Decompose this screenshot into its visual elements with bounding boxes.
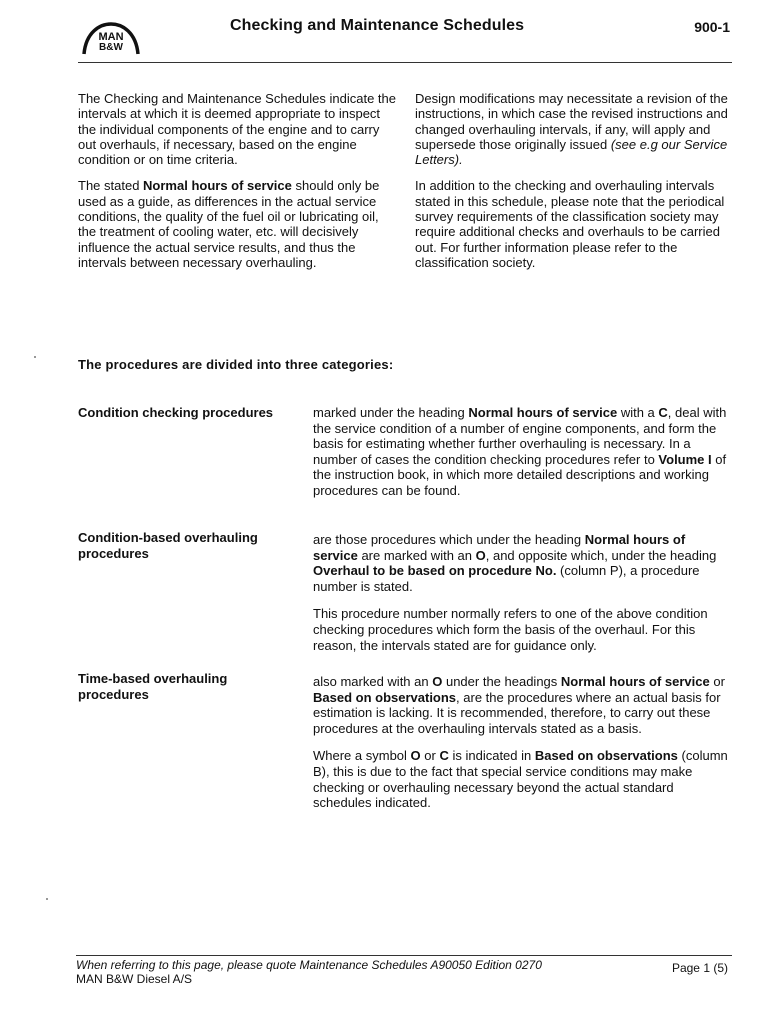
procedure-desc-condition-based-note: This procedure number normally refers to one of the above condition checking procedures which form the basis of the overhaul. For this reason, the intervals stated are for guidance only. — [313, 606, 708, 653]
intro-right-paragraph-1: Design modifications may necessitate a revision of the instructions, in which case the revised instructions and changed overhauling intervals, if any, will apply and supersede those originally issued (see e.g our Service Letters). — [415, 91, 728, 168]
footer-company: MAN B&W Diesel A/S — [76, 972, 193, 986]
procedure-term-condition-based: Condition-based overhauling procedures — [78, 530, 258, 561]
logo-text-bw: B&W — [99, 42, 123, 53]
logo-text-man: MAN — [98, 31, 124, 43]
document-number: 900-1 — [694, 19, 730, 35]
procedure-term-time-based: Time-based overhauling procedures — [78, 671, 228, 702]
intro-left-column — [78, 91, 398, 281]
procedure-desc-time-based-note: Where a symbol O or C is indicated in Based on observations (column B), this is due to the fact that special service conditions may make checking or overhauling necessary beyond the actual standard schedules indicated. — [313, 748, 728, 811]
header-divider — [78, 62, 732, 63]
procedure-desc-time-based: also marked with an O under the headings Normal hours of service or Based on observations, are the procedures where an actual basis for estimation is lacking. It is recommended, therefore, to carry out these procedures at the overhauling intervals stated as a basis. Where a symbol O or C is indicated in Based on observations (column B), this is due to the fact that special service conditions may make checking or overhauling necessary beyond the actual standard schedules indicated. — [313, 674, 733, 823]
categories-heading: The procedures are divided into three categories: — [78, 357, 394, 372]
intro-left-paragraph-2: The stated Normal hours of service should only be used as a guide, as differences in the actual service conditions, the quality of the fuel oil or lubricating oil, the treatment of cooling water, etc. will decisively influence the actual service results, and thus the intervals between necessary overhauling. — [78, 178, 380, 270]
scan-speck — [46, 898, 48, 900]
procedure-desc-condition-based: are those procedures which under the heading Normal hours of service are marked with an O, and opposite which, under the heading Overhaul to be based on procedure No. (column P), a procedure number is stated. This procedure number normally refers to one of the above condition checking procedures which form the basis of the overhaul. For this reason, the intervals stated are for guidance only. — [313, 532, 733, 665]
page-number: Page 1 (5) — [671, 961, 728, 975]
footer-reference-note: When referring to this page, please quote Maintenance Schedules A90050 Edition 0270 — [76, 958, 542, 972]
procedure-desc-condition-checking: marked under the heading Normal hours of service with a C, deal with the service condition of a number of engine components, and form the basis for estimating whether further overhauling is necessary. In a number of cases the condition checking procedures refer to Volume I of the instruction book, in which more detailed descriptions and working procedures can be found. — [313, 405, 727, 498]
procedure-term-condition-checking: Condition checking procedures — [78, 405, 274, 420]
scan-speck — [34, 356, 36, 358]
intro-right-column — [415, 91, 735, 281]
page-title: Checking and Maintenance Schedules — [230, 17, 525, 34]
intro-right-paragraph-2: In addition to the checking and overhauling intervals stated in this schedule, please note that the periodical survey requirements of the classification society may require additional checks and overhauls to be carried out. For further information please refer to the classification society. — [415, 178, 725, 270]
man-bw-logo-icon — [80, 20, 142, 56]
footer-divider — [76, 955, 732, 956]
intro-left-paragraph-1: The Checking and Maintenance Schedules indicate the intervals at which it is deemed appropriate to inspect the individual components of the engine and to carry out overhauls, if necessary, based on the engine condition or on time criteria. — [78, 91, 396, 168]
